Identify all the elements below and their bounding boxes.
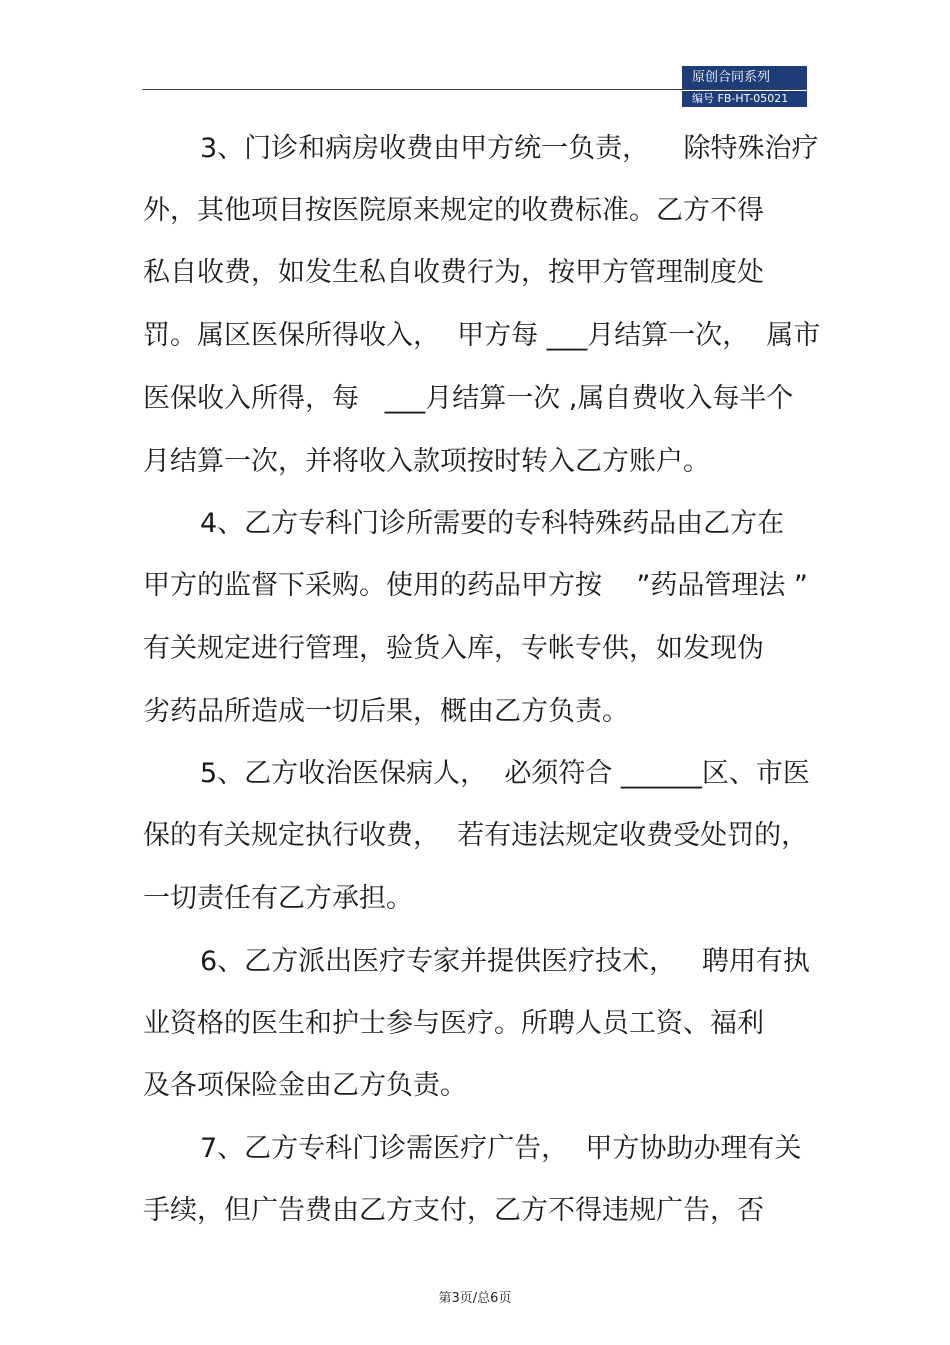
text-line: 3、门诊和病房收费由甲方统一负责， 除特殊治疗: [200, 133, 819, 164]
text-line: 罚。属区医保所得收入， 甲方每 ___月结算一次， 属市: [143, 320, 821, 351]
series-badge: [682, 66, 807, 107]
text-line: 手续，但广告费由乙方支付，乙方不得违规广告，否: [143, 1195, 764, 1226]
text-line: 5、乙方收治医保病人， 必须符合 ______区、市医: [200, 758, 810, 789]
text-line: 劣药品所造成一切后果，概由乙方负责。: [143, 696, 629, 727]
text-line: 私自收费，如发生私自收费行为，按甲方管理制度处: [143, 257, 764, 288]
text-line: 一切责任有乙方承担。: [143, 883, 413, 914]
text-line: 4、乙方专科门诊所需要的专科特殊药品由乙方在: [200, 508, 785, 539]
text-line: 6、乙方派出医疗专家并提供医疗技术， 聘用有执: [200, 946, 810, 977]
text-line: 有关规定进行管理，验货入库，专帐专供，如发现伪: [143, 633, 764, 664]
text-line: 及各项保险金由乙方负责。: [143, 1070, 467, 1101]
text-line: 月结算一次，并将收入款项按时转入乙方账户。: [143, 446, 710, 477]
document-code: 编号 FB-HT-05021: [682, 91, 807, 107]
text-line: 甲方的监督下采购。使用的药品甲方按 ”药品管理法 ”: [143, 570, 808, 601]
text-line: 业资格的医生和护士参与医疗。所聘人员工资、福利: [143, 1008, 764, 1039]
text-line: 7、乙方专科门诊需医疗广告， 甲方协助办理有关: [200, 1133, 802, 1164]
series-title: 原创合同系列: [682, 66, 807, 89]
text-line: 保的有关规定执行收费， 若有违法规定收费受处罚的，: [143, 820, 809, 851]
page-number: 第3页/总6页: [438, 1291, 512, 1306]
text-line: 外，其他项目按医院原来规定的收费标准。乙方不得: [143, 195, 764, 226]
text-line: 医保收入所得，每 ___月结算一次 ,属自费收入每半个: [143, 383, 794, 414]
